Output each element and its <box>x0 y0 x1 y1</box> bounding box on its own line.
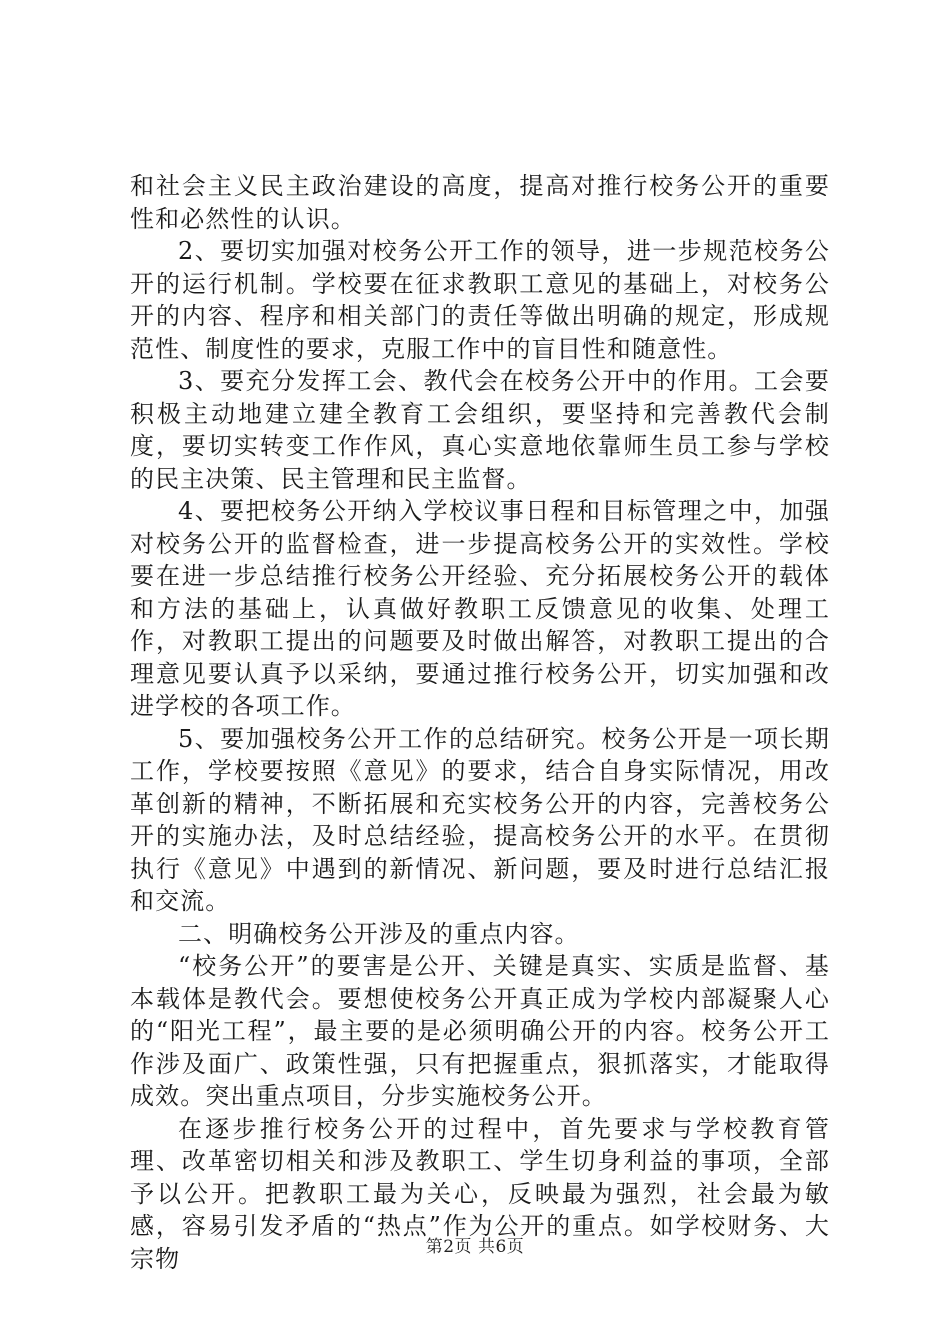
paragraph-item-2: 2、要切实加强对校务公开工作的领导，进一步规范校务公开的运行机制。学校要在征求教职工意见的基础上，对校务公开的内容、程序和相关部门的责任等做出明确的规定，形成规范性、制度性的要求，克服工作中的盲目性和随意性。 <box>130 237 830 363</box>
paragraph-continuation: 和社会主义民主政治建设的高度，提高对推行校务公开的重要性和必然性的认识。 <box>130 172 830 233</box>
page-footer: 第2页 共6页 <box>425 1237 525 1257</box>
document-body <box>130 170 830 1275</box>
paragraph-item-3: 3、要充分发挥工会、教代会在校务公开中的作用。工会要积极主动地建立建全教育工会组织，要坚持和完善教代会制度，要切实转变工作作风，真心实意地依靠师生员工参与学校的民主决策、民主管理和民主监督。 <box>130 367 830 493</box>
paragraph-gradual-implementation: 在逐步推行校务公开的过程中，首先要求与学校教育管理、改革密切相关和涉及教职工、学生切身利益的事项，全部予以公开。把教职工最为关心，反映最为强烈，社会最为敏感，容易引发矛盾的“热点”作为公开的重点。如学校财务、大宗物 <box>130 1114 830 1273</box>
section-heading-2: 二、明确校务公开涉及的重点内容。 <box>178 919 580 948</box>
paragraph-item-5: 5、要加强校务公开工作的总结研究。校务公开是一项长期工作，学校要按照《意见》的要求，结合自身实际情况，用改革创新的精神，不断拓展和充实校务公开的内容，完善校务公开的实施办法，及时总结经验，提高校务公开的水平。在贯彻执行《意见》中遇到的新情况、新问题，要及时进行总结汇报和交流。 <box>130 724 830 915</box>
paragraph-item-4: 4、要把校务公开纳入学校议事日程和目标管理之中，加强对校务公开的监督检查，进一步提高校务公开的实效性。学校要在进一步总结推行校务公开经验、充分拓展校务公开的载体和方法的基础上，认真做好教职工反馈意见的收集、处理工作，对教职工提出的问题要及时做出解答，对教职工提出的合理意见要认真予以采纳，要通过推行校务公开，切实加强和改进学校的各项工作。 <box>130 497 830 720</box>
paragraph-key-content: “校务公开”的要害是公开、关键是真实、实质是监督、基本载体是教代会。要想使校务公开真正成为学校内部凝聚人心的“阳光工程”，最主要的是必须明确公开的内容。校务公开工作涉及面广、政策性强，只有把握重点，狠抓落实，才能取得成效。突出重点项目，分步实施校务公开。 <box>130 952 830 1110</box>
